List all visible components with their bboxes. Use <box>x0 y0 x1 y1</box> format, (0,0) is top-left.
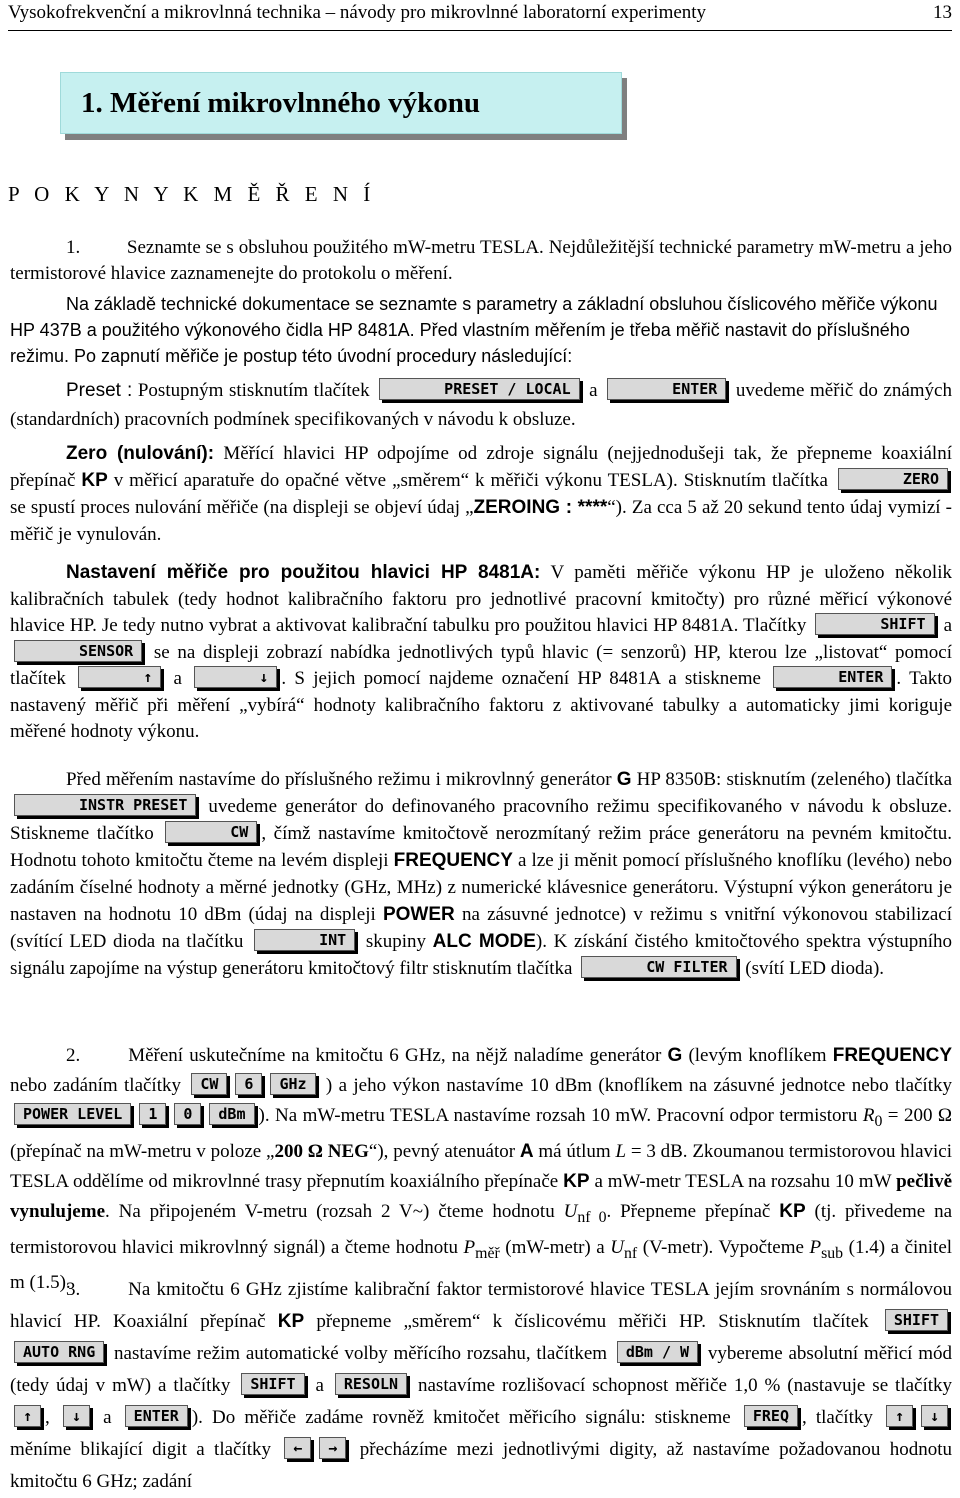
calibration-paragraph <box>10 560 952 746</box>
p3-text-a: Měření uskutečníme na kmitočtu 6 GHz, na nějž naladíme generátor <box>128 1045 662 1066</box>
cw-key: CW <box>165 821 257 843</box>
psub-subscript: sub <box>821 1244 844 1262</box>
alc-mode-label: ALC MODE <box>432 931 536 952</box>
section-heading: P O K Y N Y K M Ě Ř E N Í <box>8 182 376 206</box>
gen-text-f: na zásuvné jednotce) v režimu s vnitřní výkonovou stabilizací (svítící LED dioda na tlačítku <box>10 904 953 952</box>
p3-text-o: (V-metr). Vypočteme <box>642 1236 804 1258</box>
cal-text-b: se na displeji zobrazí nabídka jednotlivých typů hlavic (= senzorů) HP, kterou lze „listovat“ pomocí tlačítek <box>10 641 953 689</box>
cw-filter-key: CW FILTER <box>581 956 736 978</box>
shift-key-3: SHIFT <box>241 1373 304 1395</box>
p3-text-m: (tj. přivedeme na termistorovou hlavici mikrovlnný signál) a čteme hodnotu <box>10 1200 953 1258</box>
chapter-title-box <box>60 72 622 134</box>
cal-text-a: V paměti měřiče výkonu HP je uloženo několik kalibračních tabulek (tedy hodnot kalibračního faktoru pro jednotlivé pracovní kmitočty) pro různé měřicí výkonové hlavice HP. Je tedy nutno vybrat a aktivovat kalibrační tabulku pro použitou hlavici HP 8481A. Tlačítky <box>10 562 952 636</box>
pmer-symbol: P <box>463 1236 476 1258</box>
p4-text-e: nastavíme rozlišovací schopnost měřiče 1,0 % (nastavuje se tlačítky <box>418 1375 953 1396</box>
shift-key-2: SHIFT <box>885 1309 948 1331</box>
cal-and: a <box>943 615 953 636</box>
instr-preset-key: INSTR PRESET <box>14 794 196 816</box>
p3-text-d: ) a jeho výkon nastavíme 10 dBm (knoflíkem na zásuvné jednotce nebo tlačítky <box>325 1075 952 1096</box>
p3-text-k: . Na připojeném V-metru (rozsah 2 V~) čteme hodnotu <box>105 1200 555 1222</box>
step-2-paragraph <box>10 1041 952 1298</box>
paragraph-2 <box>10 291 952 369</box>
unf-subscript: nf <box>624 1244 638 1262</box>
p3-text-i: = 3 dB. Zkoumanou termistorovou hlavici TESLA oddělíme od mikrovlnné trasy přepnutím koaxiálního přepínače <box>10 1140 953 1192</box>
down-arrow-key-3: ↓ <box>921 1405 948 1427</box>
right-arrow-key: → <box>319 1437 346 1459</box>
p4-text-c: nastavíme režim automatické volby měřícího rozsahu, tlačítkem <box>114 1343 608 1364</box>
unf0-symbol: U <box>563 1200 578 1222</box>
gen-text-b: HP 8350B: stisknutím (zeleného) tlačítka <box>636 769 953 790</box>
p3-text-p: (1.4) a činitel m (1.5). <box>10 1236 953 1294</box>
cw-key-2: CW <box>191 1073 227 1095</box>
kp-label-2: KP <box>563 1170 590 1192</box>
preset-text-a: Postupným stisknutím tlačítek <box>137 380 370 401</box>
generator-label: G <box>616 769 632 790</box>
p4-text-g: , tlačítky <box>801 1407 873 1428</box>
r0-subscript: 0 <box>874 1112 883 1130</box>
gen-text-g: skupiny <box>365 931 427 952</box>
p3-text-b: (levým knoflíkem <box>688 1045 827 1066</box>
ghz-key: GHz <box>270 1073 315 1095</box>
step-2-number: 2. <box>66 1045 81 1066</box>
p4-text-b: přepneme „směrem“ k číslicovému měřiči HP. Stisknutím tlačítek <box>316 1311 869 1332</box>
p3-text-l: . Přepneme přepínač <box>606 1200 771 1222</box>
p3-text-n: (mW-metr) a <box>505 1236 605 1258</box>
enter-key-2: ENTER <box>773 666 892 688</box>
careful-zeroing: pečlivě vynulujeme <box>10 1170 953 1222</box>
zero-text-a: Měřící hlavici HP odpojíme od zdroje signálu (nejjednodušeji tak, že přepneme koaxiální přepínač <box>10 443 952 491</box>
up-arrow-key-2: ↑ <box>14 1405 41 1427</box>
neg-position: 200 Ω NEG <box>274 1140 369 1162</box>
pmer-subscript: měř <box>475 1244 500 1262</box>
down-arrow-key: ↓ <box>194 666 277 688</box>
preset-label: Preset : <box>66 380 133 401</box>
auto-rng-key: AUTO RNG <box>14 1341 104 1363</box>
down-arrow-key-2: ↓ <box>63 1405 90 1427</box>
enter-key: ENTER <box>607 378 726 400</box>
psub-symbol: P <box>809 1236 822 1258</box>
step-3-number: 3. <box>66 1279 81 1300</box>
zero-label: Zero (nulování): <box>66 443 215 464</box>
header-title: Vysokofrekvenční a mikrovlnná technika – návody pro mikrovlnné laboratorní experimenty <box>8 2 707 23</box>
zeroing-display: ZEROING : **** <box>473 497 608 518</box>
gen-text-h: ). K získání čistého kmitočtového spektra výstupního signálu zapojíme na výstup generátoru kmitočtový filtr stisknutím tlačítka <box>10 931 953 979</box>
up-arrow-key: ↑ <box>78 666 161 688</box>
unf-symbol: U <box>610 1236 625 1258</box>
page-number: 13 <box>933 2 952 23</box>
p3-text-f: = 200 Ω (přepínač na mW-metru v poloze „ <box>10 1105 952 1162</box>
gen-text-a: Před měřením nastavíme do příslušného režimu i mikrovlnný generátor <box>66 769 612 790</box>
p3-text-e: ). Na mW-metru TESLA nastavíme rozsah 10 mW. Pracovní odpor termistoru <box>258 1105 858 1126</box>
p2-text: Na základě technické dokumentace se seznamte s parametry a základní obsluhou číslicového měřiče výkonu HP 437B a použitého výkonového čidla HP 8481A. Před vlastním měřením je třeba měřič nastavit do příslušného režimu. Po zapnutí měřiče je postup této úvodní procedury následující: <box>10 294 938 366</box>
paragraph-1 <box>10 235 952 286</box>
p4-text-a: Na kmitočtu 6 GHz zjistíme kalibrační faktor termistorové hlavice TESLA jejím srovnáním s normálovou hlavicí HP. Koaxiální přepínač <box>10 1279 952 1332</box>
dbm-w-key: dBm / W <box>617 1341 698 1363</box>
zero-paragraph <box>10 440 952 548</box>
power-display-label: POWER <box>382 904 455 925</box>
one-key: 1 <box>139 1103 166 1125</box>
p4-text-h: měníme blikající digit a tlačítky <box>10 1439 272 1460</box>
gen-text-c: uvedeme generátor do definovaného pracovního režimu specifikovaného v návodu k obsluze. Stiskneme tlačítko <box>10 796 952 844</box>
left-arrow-key: ← <box>284 1437 311 1459</box>
p3-text-j: a mW-metr TESLA na rozsahu 10 mW <box>594 1170 892 1192</box>
resoln-key: RESOLN <box>335 1373 407 1395</box>
power-level-key: POWER LEVEL <box>14 1103 131 1125</box>
step-3-paragraph <box>10 1274 952 1498</box>
generator-paragraph <box>10 766 952 982</box>
cal-and-2: a <box>173 668 182 689</box>
sensor-key: SENSOR <box>14 640 142 662</box>
preset-local-key: PRESET / LOCAL <box>379 378 579 400</box>
r0-symbol: R <box>862 1105 875 1126</box>
zero-text-d: “). Za cca 5 až 20 sekund tento údaj vymizí - měřič je vynulován. <box>10 497 952 545</box>
item-number: 1. <box>66 237 81 258</box>
six-key: 6 <box>235 1073 262 1095</box>
zero-digit-key: 0 <box>174 1103 201 1125</box>
preset-and: a <box>589 380 598 401</box>
freq-key: FREQ <box>744 1405 798 1427</box>
page-header <box>8 0 952 31</box>
kp-switch-label: KP <box>81 470 108 491</box>
zero-text-c: se spustí proces nulování měřiče (na displeji se objeví údaj „ <box>10 497 474 518</box>
gen-text-e: a lze ji měnit pomocí příslušného knoflíku (levého) nebo zadáním číselné hodnoty a měrné jednotky (GHz, MHz) z numerické klávesnice generátoru. Výstupní výkon generátoru je nastaven na hodnotu 10 dBm (údaj na displeji <box>10 850 953 925</box>
preset-text-b: uvedeme měřič do známých (standardních) pracovních podmínek specifikovaných v návodu k obsluze. <box>10 380 952 430</box>
zero-key: ZERO <box>838 468 948 490</box>
cal-text-c: . S jejich pomocí najdeme označení HP 8481A a stiskneme <box>281 668 761 689</box>
zero-text-b: v měřicí aparatuře do opačné větve „směrem“ k měřiči výkonu TESLA). Stisknutím tlačítka <box>113 470 828 491</box>
cal-text-d: . Takto nastavený měřič při měření „vybírá“ hodnoty kalibračního faktoru z aktivované tabulky a automaticky jimi koriguje měřené hodnoty výkonu. <box>10 668 953 742</box>
p4-and: a <box>315 1375 324 1396</box>
dbm-key: dBm <box>209 1103 254 1125</box>
unf0-subscript: nf 0 <box>577 1208 607 1226</box>
up-arrow-key-3: ↑ <box>886 1405 913 1427</box>
calibration-label: Nastavení měřiče pro použitou hlavici HP 8481A: <box>66 562 541 583</box>
kp-label-4: KP <box>277 1311 305 1332</box>
p1-text: Seznamte se s obsluhou použitého mW-metru TESLA. Nejdůležitější technické parametry mW-metru a jeho termistorové hlavice zaznamenejte do protokolu o měření. <box>10 237 952 284</box>
attenuator-label: A <box>519 1140 534 1162</box>
p4-text-d: vybereme absolutní měřicí mód (tedy údaj v mW) a tlačítky <box>10 1343 952 1396</box>
shift-key: SHIFT <box>815 613 934 635</box>
p3-text-g: “), pevný atenuátor <box>368 1140 516 1162</box>
frequency-display-label: FREQUENCY <box>393 850 513 871</box>
l-symbol: L <box>615 1140 627 1162</box>
frequency-label-2: FREQUENCY <box>832 1045 953 1066</box>
preset-paragraph <box>10 376 952 434</box>
gen-text-i: (svítí LED dioda). <box>745 958 885 979</box>
p4-and-2: a <box>103 1407 112 1428</box>
p3-text-h: má útlum <box>538 1140 611 1162</box>
enter-key-3: ENTER <box>125 1405 188 1427</box>
p3-text-c: nebo zadáním tlačítky <box>10 1075 181 1096</box>
int-key: INT <box>254 929 355 951</box>
kp-label-3: KP <box>779 1200 806 1222</box>
p4-comma: , <box>45 1407 50 1428</box>
p4-text-f: ). Do měřiče zadáme rovněž kmitočet měřicího signálu: stiskneme <box>191 1407 731 1428</box>
chapter-title: 1. Měření mikrovlnného výkonu <box>81 87 481 119</box>
generator-label-2: G <box>667 1045 683 1066</box>
gen-text-d: , čímž nastavíme kmitočtově nerozmítaný režim práce generátoru na pevném kmitočtu. Hodnotu tohoto kmitočtu čteme na levém displeji <box>10 823 952 871</box>
p4-text-i: přecházíme mezi jednotlivými digity, až nastavíme požadovanou hodnotu kmitočtu 6 GHz; zadání <box>10 1439 953 1492</box>
